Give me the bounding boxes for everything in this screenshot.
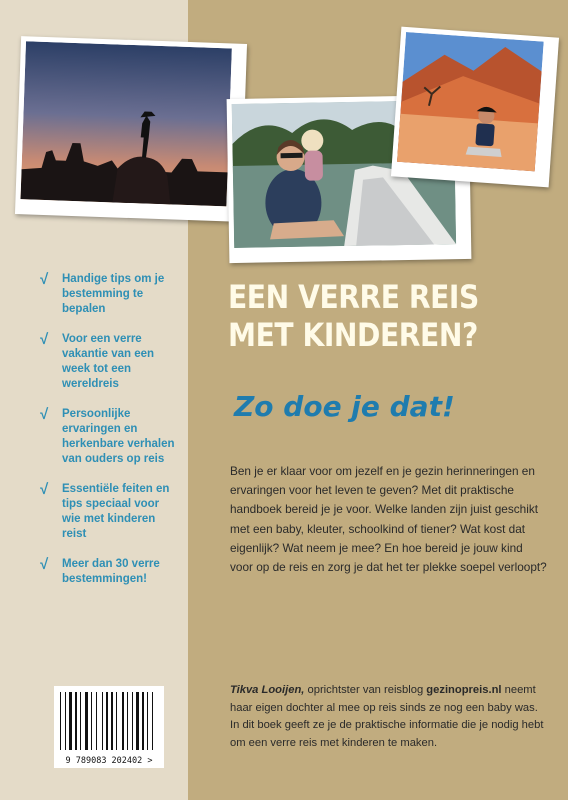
checklist-item <box>40 272 180 317</box>
photo-silhouette-sunset <box>15 36 247 222</box>
title-line-2: MET KINDEREN? <box>228 316 478 354</box>
barcode-icon <box>54 686 164 756</box>
checklist-item-text: Voor een verre vakantie van een week tot een wereldreis <box>62 333 155 390</box>
check-icon: √ <box>40 556 49 573</box>
isbn-number: 9 789083 202402 > <box>65 756 153 766</box>
author-bio <box>230 682 548 752</box>
barcode <box>54 686 164 768</box>
blurb-text: Ben je er klaar voor om jezelf en je gezin herinneringen en ervaringen voor het leven te geven? Met dit praktische handboek bereid je je voor. Welke landen zijn juist geschikt met een baby, kleuter, schoolkind of tiener? Wat kost dat eigenlijk? Wat neem je mee? En hoe bereid je jouw kind voor op de reis en zorg je dat het ter plekke soepel verloopt? <box>230 464 547 575</box>
check-icon: √ <box>40 481 49 498</box>
checklist-item-text: Persoonlijke ervaringen en herkenbare verhalen van ouders op reis <box>62 408 175 465</box>
title-line-1: EEN VERRE REIS <box>228 278 479 316</box>
check-icon: √ <box>40 271 49 288</box>
checklist-item <box>40 332 180 392</box>
check-icon: √ <box>40 331 49 348</box>
feature-checklist <box>40 272 180 602</box>
author-name: Tikva Looijen, <box>230 684 305 696</box>
author-bio-text: neemt haar eigen dochter al mee op reis sinds ze nog een baby was. In dit boek geeft ze je de praktische informatie die je nodig hebt om een verre reis met kinderen te maken. <box>230 684 544 749</box>
silhouette-image <box>20 41 231 206</box>
book-subtitle: Zo doe je dat! <box>234 390 455 423</box>
author-role: oprichtster van reisblog <box>304 684 427 696</box>
checklist-item <box>40 407 180 467</box>
check-icon: √ <box>40 406 49 423</box>
checklist-item-text: Handige tips om je bestemming te bepalen <box>62 273 165 315</box>
author-blog: gezinopreis.nl <box>426 684 502 696</box>
checklist-item-text: Meer dan 30 verre bestemmingen! <box>62 558 160 585</box>
checklist-item-text: Essentiële feiten en tips speciaal voor wie met kinderen reist <box>62 483 170 540</box>
checklist-item <box>40 557 180 587</box>
book-title <box>228 278 518 354</box>
checklist-item <box>40 482 180 542</box>
desert-image <box>397 32 544 171</box>
photo-desert-dunes <box>391 27 559 188</box>
